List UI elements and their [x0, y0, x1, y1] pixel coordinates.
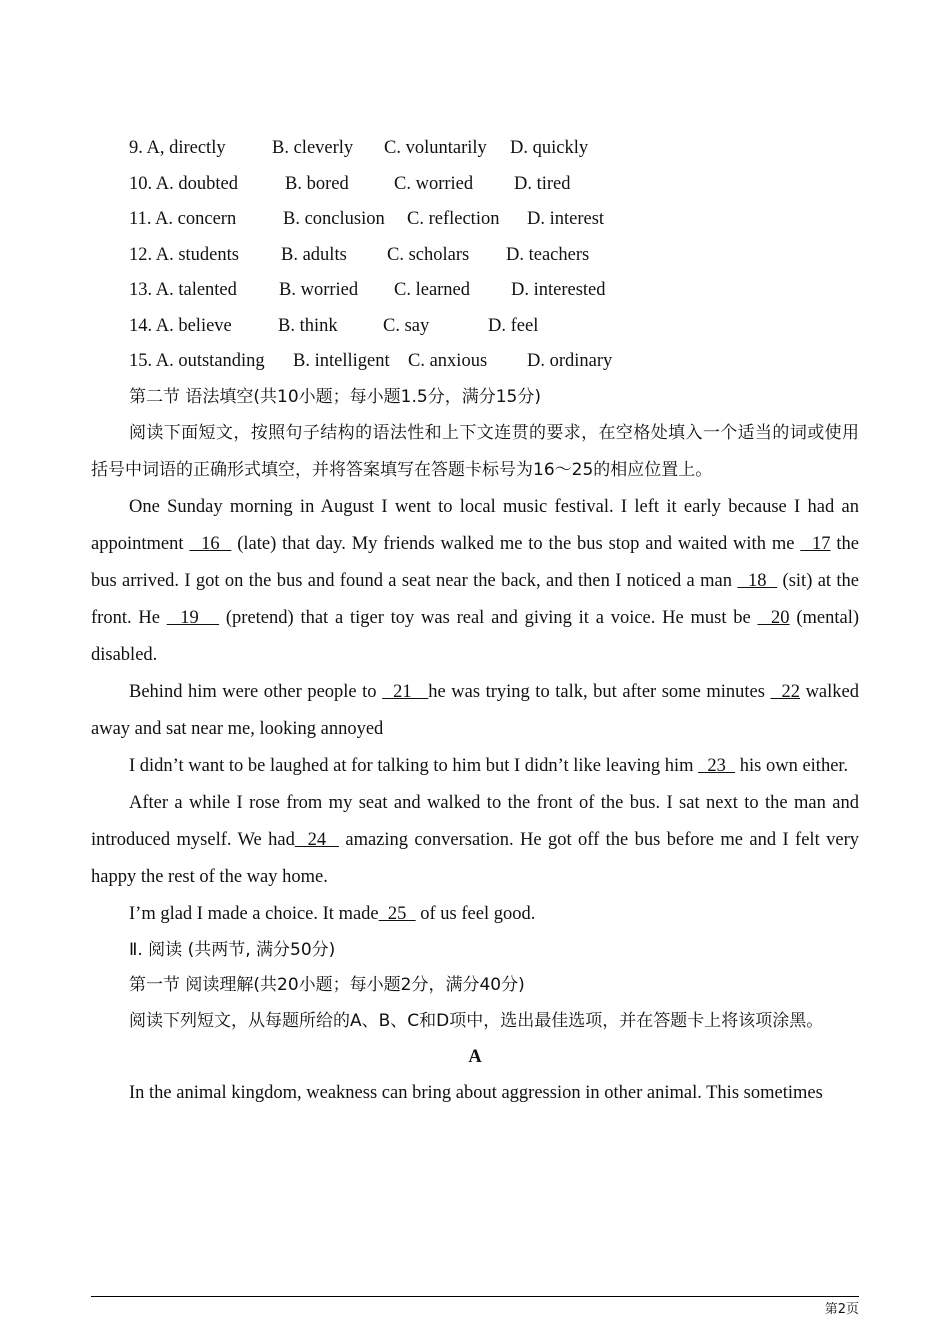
- passage-paragraph-4: [91, 785, 859, 896]
- text: Behind him were other people to: [129, 681, 383, 702]
- option-c: C. worried: [394, 173, 474, 194]
- blank-21: 21: [382, 681, 429, 702]
- option-a: 12. A. students: [129, 244, 239, 265]
- option-b: B. think: [278, 315, 338, 336]
- option-a: 11. A. concern: [129, 209, 237, 229]
- part2-section1-title: 第一节 阅读理解(共20小题；每小题2分，满分40分): [129, 974, 525, 995]
- text: he was trying to talk, but after some minutes: [428, 681, 771, 702]
- part2-title: Ⅱ. 阅读 (共两节, 满分50分): [129, 939, 336, 960]
- option-a: 9. A, directly: [129, 138, 226, 158]
- option-b: B. cleverly: [272, 138, 354, 158]
- part2-instruction: 阅读下列短文，从每题所给的A、B、C和D项中，选出最佳选项，并在答题卡上将该项涂黑。: [129, 1010, 824, 1031]
- option-a: 13. A. talented: [129, 280, 237, 300]
- blank-18: 18: [737, 570, 778, 591]
- option-b: B. intelligent: [293, 351, 390, 371]
- blank-19: 19: [166, 607, 220, 628]
- question-9-options: [91, 131, 859, 167]
- text: his own either.: [735, 755, 849, 776]
- passage-a-first-line: In the animal kingdom, weakness can bring about aggression in other animal. This sometimes: [129, 1082, 823, 1103]
- text: After a while I rose from my seat and walked to the front of the bus. I sat next to the man and introduced myself. We had: [91, 792, 859, 850]
- question-12-options: [91, 238, 859, 274]
- question-14-options: [91, 309, 859, 345]
- option-d: D. interested: [511, 280, 606, 300]
- text: One Sunday morning in August I went to local music festival. I left it early because I had an appointment: [91, 496, 859, 554]
- text: the bus arrived. I got on the bus and found a seat near the back, and then I noticed a man: [91, 533, 860, 591]
- option-a: 10. A. doubted: [129, 173, 238, 194]
- option-b: B. bored: [285, 173, 349, 194]
- document-page: [91, 131, 859, 1112]
- text: walked away and sat near me, looking annoyed: [91, 681, 859, 739]
- option-d: D. quickly: [510, 138, 589, 158]
- option-a: 15. A. outstanding: [129, 351, 265, 371]
- text: (late) that day. My friends walked me to the bus stop and waited with me: [231, 533, 801, 554]
- text: (pretend) that a tiger toy was real and giving it a voice. He must be: [219, 607, 758, 628]
- blank-22: 22: [770, 681, 801, 702]
- text: (mental) disabled.: [91, 607, 860, 665]
- passage-paragraph-2: [91, 674, 859, 748]
- blank-16: 16: [189, 533, 232, 554]
- page-number: 第2页: [824, 1302, 859, 1317]
- blank-24: 24: [294, 829, 339, 850]
- option-b: B. worried: [279, 280, 359, 300]
- option-c: C. anxious: [408, 351, 488, 371]
- option-d: D. tired: [514, 173, 571, 194]
- text: (sit) at the front. He: [91, 570, 859, 628]
- blank-20: 20: [757, 607, 790, 628]
- text: amazing conversation. He got off the bus before me and I felt very happy the rest of the way home.: [91, 829, 859, 887]
- passage-paragraph-3: [91, 748, 859, 785]
- option-c: C. learned: [394, 280, 471, 300]
- option-c: C. say: [383, 315, 430, 336]
- blank-23: 23: [698, 755, 736, 776]
- question-15-options: [91, 344, 859, 380]
- section2-title: 第二节 语法填空(共10小题；每小题1.5分，满分15分): [129, 386, 541, 407]
- option-d: D. ordinary: [527, 351, 613, 371]
- passage-paragraph-1: [91, 489, 859, 674]
- option-c: C. reflection: [407, 209, 500, 229]
- text: I didn’t want to be laughed at for talking to him but I didn’t like leaving him: [129, 755, 699, 776]
- option-d: D. feel: [488, 315, 539, 336]
- passage-paragraph-5: [91, 896, 859, 933]
- option-d: D. interest: [527, 209, 605, 229]
- option-c: C. scholars: [387, 244, 470, 265]
- option-b: B. adults: [281, 244, 347, 265]
- text: I’m glad I made a choice. It made: [129, 903, 379, 924]
- blank-25: 25: [378, 903, 416, 924]
- passage-label: A: [468, 1046, 482, 1067]
- question-13-options: [91, 273, 859, 309]
- section2-instruction: 阅读下面短文，按照句子结构的语法性和上下文连贯的要求，在空格处填入一个适当的词或使用括号中词语的正确形式填空，并将答案填写在答题卡标号为16～25的相应位置上。: [91, 422, 859, 480]
- blank-17: 17: [800, 533, 831, 554]
- text: of us feel good.: [415, 903, 536, 924]
- option-a: 14. A. believe: [129, 315, 232, 336]
- option-d: D. teachers: [506, 244, 590, 265]
- option-c: C. voluntarily: [384, 138, 487, 158]
- question-10-options: [91, 167, 859, 203]
- question-11-options: [91, 202, 859, 238]
- option-b: B. conclusion: [283, 209, 385, 229]
- footer-divider: [91, 1296, 859, 1297]
